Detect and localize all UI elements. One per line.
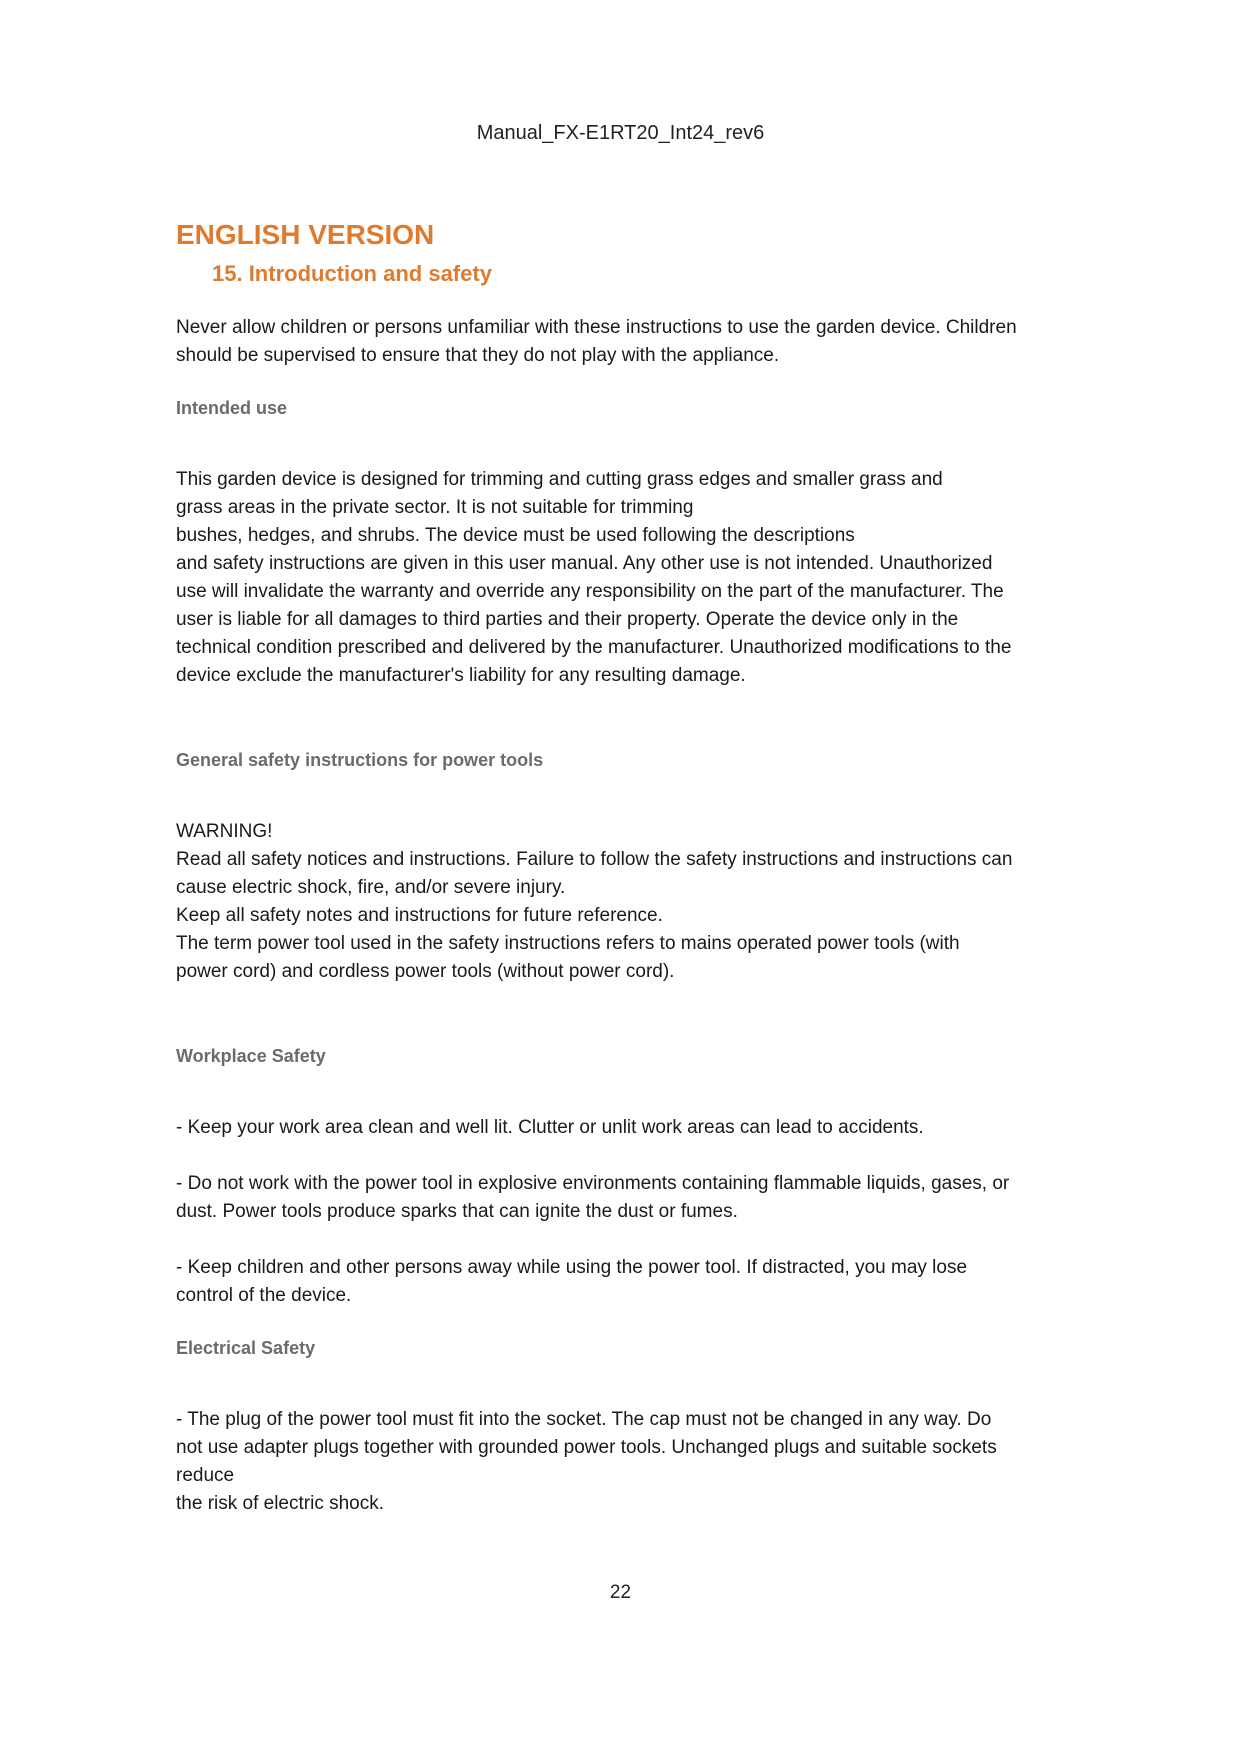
electrical-safety-body: [176, 1406, 1076, 1518]
page-number: 22: [609, 1582, 632, 1603]
text-line: power cord) and cordless power tools (without power cord).: [176, 961, 675, 982]
warning-label: WARNING!: [176, 821, 273, 842]
page-content: [176, 216, 1076, 1518]
text-line: cause electric shock, fire, and/or severe injury.: [176, 877, 566, 898]
electrical-safety-heading: Electrical Safety: [176, 1338, 316, 1358]
text-line: bushes, hedges, and shrubs. The device must be used following the descriptions: [176, 525, 855, 546]
text-line: - Keep children and other persons away while using the power tool. If distracted, you may lose: [176, 1257, 968, 1278]
intro-paragraph: Never allow children or persons unfamiliar with these instructions to use the garden device. Children should be supervised to ensure that they do not play with the appliance.: [176, 317, 1017, 366]
intended-use-body: [176, 466, 1076, 690]
text-line: user is liable for all damages to third parties and their property. Operate the device only in the: [176, 609, 959, 630]
workplace-safety-heading: Workplace Safety: [176, 1046, 326, 1066]
text-line: not use adapter plugs together with grounded power tools. Unchanged plugs and suitable sockets: [176, 1437, 997, 1458]
text-line: - Do not work with the power tool in explosive environments containing flammable liquids, gases, or: [176, 1173, 1010, 1194]
text-line: This garden device is designed for trimming and cutting grass edges and smaller grass and: [176, 469, 943, 490]
general-safety-body: [176, 818, 1076, 986]
text-line: grass areas in the private sector. It is not suitable for trimming: [176, 497, 694, 518]
text-line: the risk of electric shock.: [176, 1493, 385, 1514]
workplace-safety-item: [176, 1114, 1076, 1142]
workplace-safety-item: [176, 1254, 1076, 1310]
text-line: - Keep your work area clean and well lit. Clutter or unlit work areas can lead to accidents.: [176, 1117, 924, 1138]
document-filename-header: Manual_FX-E1RT20_Int24_rev6: [476, 122, 765, 144]
text-line: technical condition prescribed and delivered by the manufacturer. Unauthorized modifications to the: [176, 637, 1012, 658]
text-line: dust. Power tools produce sparks that can ignite the dust or fumes.: [176, 1201, 738, 1222]
language-heading: ENGLISH VERSION: [176, 219, 435, 250]
text-line: use will invalidate the warranty and override any responsibility on the part of the manufacturer. The: [176, 581, 1004, 602]
text-line: - The plug of the power tool must fit into the socket. The cap must not be changed in any way. Do: [176, 1409, 992, 1430]
workplace-safety-item: [176, 1170, 1076, 1226]
text-line: The term power tool used in the safety instructions refers to mains operated power tools (with: [176, 933, 960, 954]
text-line: Keep all safety notes and instructions for future reference.: [176, 905, 663, 926]
text-line: Read all safety notices and instructions. Failure to follow the safety instructions and instructions can: [176, 849, 1013, 870]
text-line: and safety instructions are given in this user manual. Any other use is not intended. Unauthorized: [176, 553, 993, 574]
intended-use-heading: Intended use: [176, 398, 288, 418]
general-safety-heading: General safety instructions for power tools: [176, 750, 544, 770]
section-heading: 15. Introduction and safety: [212, 261, 492, 286]
text-line: device exclude the manufacturer's liability for any resulting damage.: [176, 665, 746, 686]
text-line: control of the device.: [176, 1285, 352, 1306]
text-line: reduce: [176, 1465, 235, 1486]
